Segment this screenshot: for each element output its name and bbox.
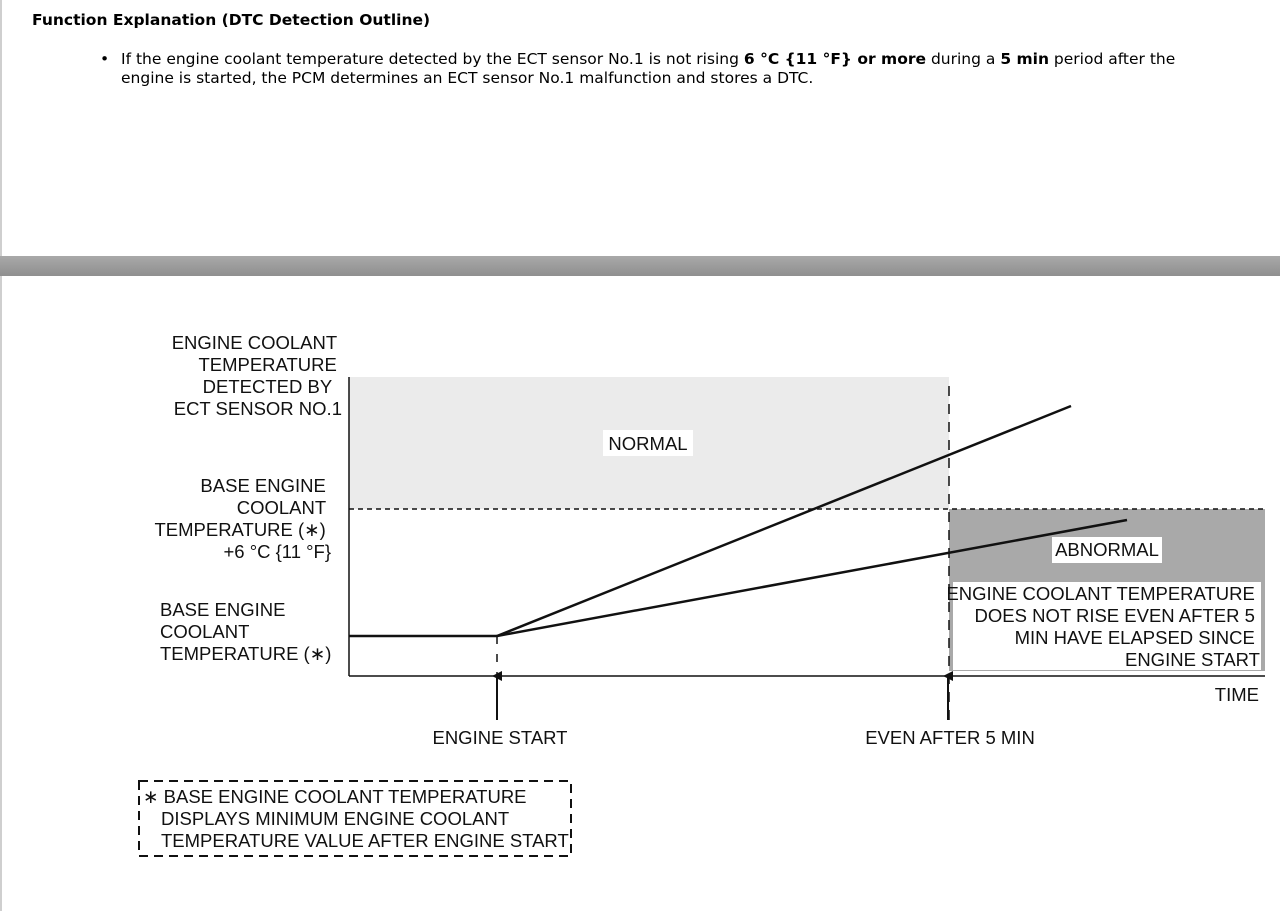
section-divider	[0, 256, 1280, 276]
abnormal-note: ENGINE COOLANT TEMPERATURE DOES NOT RISE EVEN AFTER 5 MIN HAVE ELAPSED SINCE ENGINE START	[946, 583, 1260, 670]
base-temperature-label: BASE ENGINE COOLANT TEMPERATURE (∗)	[160, 599, 332, 664]
bullet-icon: •	[100, 50, 110, 68]
y-axis-title: ENGINE COOLANT TEMPERATURE DETECTED BY ECT SENSOR NO.1	[171, 332, 342, 419]
period-value: 5 min	[1000, 50, 1049, 68]
list-item	[100, 50, 1210, 88]
footnote-text: ∗ BASE ENGINE COOLANT TEMPERATURE DISPLAYS MINIMUM ENGINE COOLANT TEMPERATURE VALUE AFTER ENGINE START	[143, 786, 569, 851]
page-title: Function Explanation (DTC Detection Outline)	[32, 11, 431, 29]
after-5min-label: EVEN AFTER 5 MIN	[865, 727, 1035, 748]
explanation-text-3: period after the engine is started, the PCM determines an ECT sensor No.1 malfunction and stores a DTC.	[121, 50, 1176, 87]
explanation-list	[100, 50, 1210, 88]
explanation-text-2: during a	[926, 50, 1001, 68]
abnormal-label: ABNORMAL	[1055, 539, 1159, 560]
engine-start-label: ENGINE START	[432, 727, 568, 748]
explanation-panel	[0, 0, 1280, 256]
normal-label: NORMAL	[608, 433, 688, 454]
dtc-detection-diagram	[0, 276, 1280, 911]
threshold-label: BASE ENGINE COOLANT TEMPERATURE (∗) +6 °C {11 °F}	[154, 475, 331, 562]
diagram-canvas	[2, 276, 1280, 911]
threshold-value: 6 °C {11 °F} or more	[743, 50, 927, 68]
time-axis-label: TIME	[1214, 684, 1259, 705]
explanation-text-1: If the engine coolant temperature detected by the ECT sensor No.1 is not rising	[121, 50, 744, 68]
